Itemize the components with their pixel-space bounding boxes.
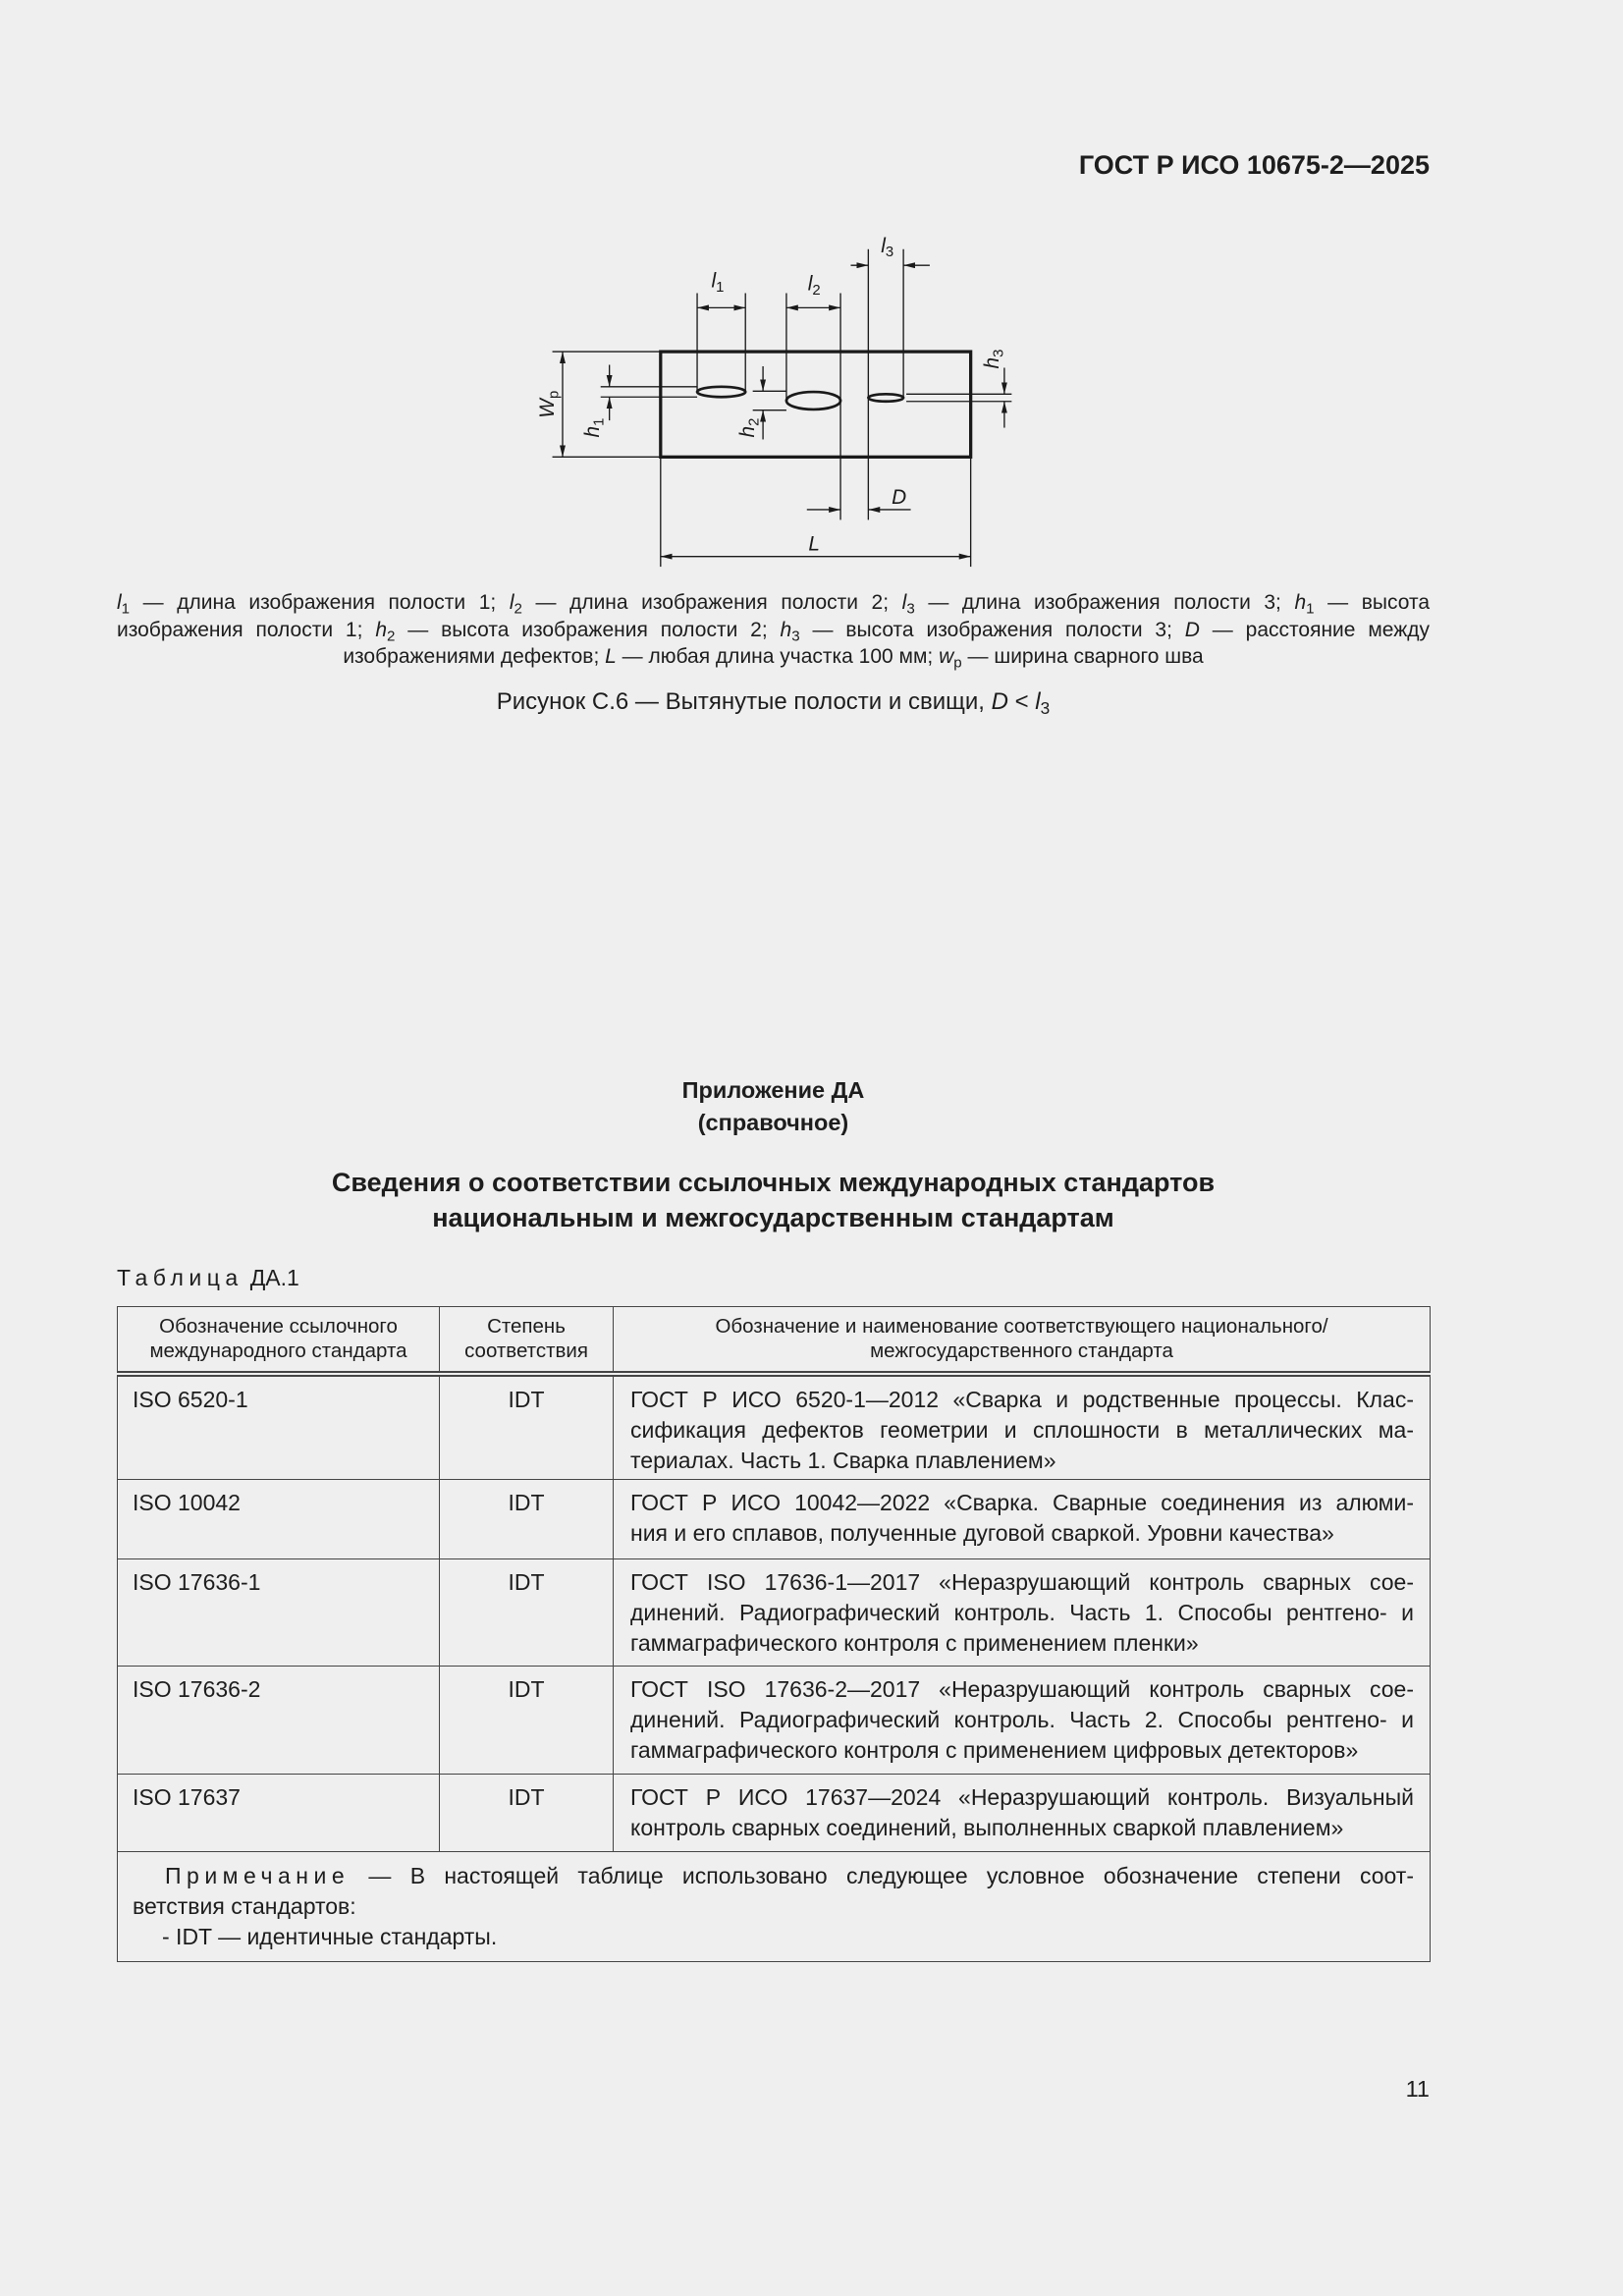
cavity-1 [697,387,745,397]
cavity-2 [786,392,840,410]
text-run: Рисунок С.6 — Вытянутые полости и свищи, [496,688,992,715]
cell-line: ГОСТ Р ИСО 17637—2024 «Неразрушающий контроль. Визуальный [630,1784,1414,1810]
note-line: ветствия стандартов: [133,1893,356,1919]
cell-line: ГОСТ Р ИСО 10042—2022 «Сварка. Сварные соединения из алюми- [630,1490,1414,1515]
header-line: международного стандарта [149,1339,407,1363]
table-caption-label: Таблица [117,1265,243,1290]
cell-degree: IDT [440,1374,614,1480]
symbol-subscript: 2 [514,600,522,618]
symbol-subscript: p [953,654,962,672]
cell-line: гаммаграфического контроля с применением пленки» [630,1630,1199,1656]
appendix-kind: (справочное) [697,1110,849,1135]
symbol: L [605,645,617,668]
text-run: < [1007,688,1036,715]
appendix-heading [117,1165,1430,1235]
cavity-3 [868,394,903,401]
cell-national-standard [614,1559,1431,1667]
label-h1: $h_1$ [581,417,608,438]
table-row [118,1775,1431,1852]
header-cell-reference-standard [118,1307,440,1374]
symbol-subscript: 1 [121,600,131,618]
symbol: h [1294,591,1307,614]
note-line: - IDT — идентичные стандарты. [162,1924,498,1949]
text-run: — расстояние между [1199,618,1430,641]
label-d: D [892,486,907,510]
table-caption-number: ДА.1 [249,1265,299,1290]
symbol: h [375,618,387,641]
symbol-subscript: 3 [906,600,915,618]
note-line [133,1861,1414,1891]
table-row [118,1480,1431,1559]
label-l2: $l_2$ [807,272,821,299]
cell-national-standard [614,1374,1431,1480]
cell-degree: IDT [440,1480,614,1559]
label-l-total: L [808,532,821,556]
cell-line: контроль сварных соединений, выполненных сваркой плавлением» [630,1815,1344,1840]
note-label: Примечание [165,1863,351,1888]
symbol: D [1184,618,1200,641]
cell-line: динений. Радиографический контроль. Часть 1. Способы рентгено- и [630,1600,1414,1625]
heading-line: национальным и межгосударственным стандартам [432,1203,1114,1232]
figure-caption [117,687,1430,717]
text-run: — ширина сварного шва [961,645,1204,668]
symbol-subscript: 3 [791,628,800,645]
cell-line: ГОСТ ISO 17636-2—2017 «Неразрушающий контроль сварных сое- [630,1676,1414,1702]
cell-degree: IDT [440,1775,614,1852]
cell-national-standard [614,1480,1431,1559]
legend-line [117,589,1430,617]
symbol: l [509,591,514,614]
label-l3: $l_3$ [881,234,894,261]
header-cell-degree [440,1307,614,1374]
header-line: Обозначение и наименование соответствующего национального/ [715,1315,1328,1339]
appendix-header [117,1074,1430,1139]
cell-reference: ISO 10042 [118,1480,440,1559]
symbol-subscript: 2 [387,628,396,645]
table-note [118,1852,1431,1962]
cell-line: ГОСТ ISO 17636-1—2017 «Неразрушающий контроль сварных сое- [630,1569,1414,1595]
figure-c6-diagram [527,220,1025,578]
symbol-subscript: 1 [1306,600,1315,618]
heading-line: Сведения о соответствии ссылочных международных стандартов [331,1168,1216,1197]
symbol: l [901,591,907,614]
text-run: — высота изображения полости 2; [395,618,781,641]
label-h2: $h_2$ [736,417,763,438]
symbol: h [780,618,792,641]
text-run: — длина изображения полости 2; [521,591,902,614]
label-l1: $l_1$ [711,269,725,296]
table-row [118,1374,1431,1480]
table-caption [117,1263,299,1292]
cell-line: териалах. Часть 1. Сварка плавлением» [630,1447,1056,1473]
cell-reference: ISO 17636-1 [118,1559,440,1667]
reference-table [117,1306,1431,1962]
symbol: l [1035,688,1041,715]
text-run: — высота [1314,591,1431,614]
document-designation: ГОСТ Р ИСО 10675-2—2025 [1078,150,1430,180]
table-note-row [118,1852,1431,1962]
table-header-row [118,1307,1431,1374]
label-h3: $h_3$ [980,349,1007,369]
symbol: l [117,591,122,614]
header-line: Обозначение ссылочного [159,1315,398,1339]
symbol-subscript: 3 [1040,698,1051,719]
cell-national-standard [614,1775,1431,1852]
cell-national-standard [614,1667,1431,1775]
cell-line: ГОСТ Р ИСО 6520-1—2012 «Сварка и родственные процессы. Клас- [630,1386,1414,1412]
symbol: D [991,688,1008,715]
cell-line: ния и его сплавов, полученные дуговой сваркой. Уровни качества» [630,1520,1334,1546]
text-run: изображения полости 1; [117,618,376,641]
text-run: — длина изображения полости 3; [914,591,1295,614]
header-cell-national-standard [614,1307,1431,1374]
header-line: межгосударственного стандарта [870,1339,1173,1363]
appendix-title: Приложение ДА [681,1077,865,1103]
text-run: изображениями дефектов; [343,645,606,668]
figure-legend [117,589,1430,671]
header-line: соответствия [464,1339,588,1363]
cell-line: гаммаграфического контроля с применением цифровых детекторов» [630,1737,1359,1763]
header-line: Степень [487,1315,566,1339]
cell-reference: ISO 17637 [118,1775,440,1852]
cell-reference: ISO 17636-2 [118,1667,440,1775]
cell-line: динений. Радиографический контроль. Часть 2. Способы рентгено- и [630,1707,1414,1732]
weld-section-rect [661,352,971,457]
cell-degree: IDT [440,1559,614,1667]
text-run: — длина изображения полости 1; [130,591,510,614]
legend-line [117,643,1430,671]
table-row [118,1559,1431,1667]
cell-reference: ISO 6520-1 [118,1374,440,1480]
cell-line: сификация дефектов геометрии и сплошности в металлических ма- [630,1416,1414,1443]
legend-line [117,617,1430,644]
cell-degree: IDT [440,1667,614,1775]
symbol: w [939,645,954,668]
page-number: 11 [1405,2076,1430,2102]
note-text: — В настоящей таблице использовано следующее условное обозначение степени соот- [350,1863,1414,1888]
text-run: — высота изображения полости 3; [799,618,1185,641]
label-wp: $W_p$ [536,390,563,418]
text-run: — любая длина участка 100 мм; [616,645,940,668]
table-row [118,1667,1431,1775]
